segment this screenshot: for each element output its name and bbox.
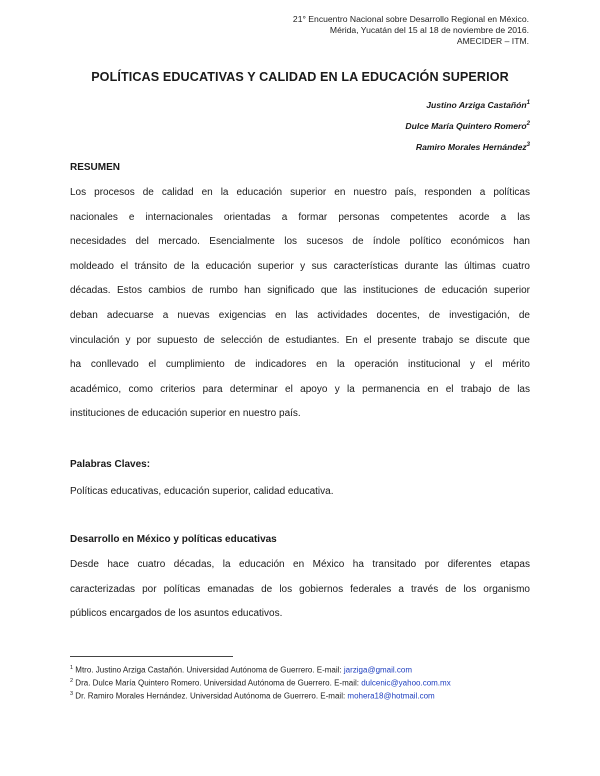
paragraph-line: vinculación y por supuesto de selección de estudiantes. En el presente trabajo se discute que xyxy=(70,334,530,346)
resumen-body xyxy=(70,181,530,427)
footnote-text: Dra. Dulce María Quintero Romero. Universidad Autónoma de Guerrero. E-mail: xyxy=(75,678,362,688)
author-3 xyxy=(416,142,530,152)
palabras-heading: Palabras Claves: xyxy=(70,459,151,470)
header-line-1: 21° Encuentro Nacional sobre Desarrollo Regional en México. xyxy=(292,14,529,24)
email-link[interactable]: jarziga@gmail.com xyxy=(343,665,413,675)
paragraph-line: instituciones de educación superior en nuestro país. xyxy=(70,408,301,420)
author-name: Ramiro Morales Hernández xyxy=(415,142,527,152)
author-footnote-mark: 3 xyxy=(526,142,530,149)
header-line-2: Mérida, Yucatán del 15 al 18 de noviembre de 2016. xyxy=(329,25,529,35)
footnote-divider xyxy=(70,656,233,657)
paper-title: POLÍTICAS EDUCATIVAS Y CALIDAD EN LA EDUCACIÓN SUPERIOR xyxy=(91,70,509,84)
footnotes xyxy=(70,663,451,702)
footnote-text: Mtro. Justino Arziga Castañón. Universidad Autónoma de Guerrero. E-mail: xyxy=(75,665,344,675)
paragraph-line: públicos encargados de los asuntos educativos. xyxy=(70,608,283,620)
paragraph-line: décadas. Estos cambios de rumbo han significado que las instituciones de educación superior xyxy=(70,285,530,297)
author-name: Justino Arziga Castañón xyxy=(426,100,527,110)
footnote-mark: 3 xyxy=(70,691,74,698)
email-link[interactable]: mohera18@hotmail.com xyxy=(347,691,435,701)
author-name: Dulce María Quintero Romero xyxy=(405,121,527,131)
paragraph-line: nacionales e internacionales orientadas a formar personas competentes acorde a las xyxy=(70,211,530,223)
header-line-3: AMECIDER – ITM. xyxy=(456,36,529,46)
footnote-mark: 1 xyxy=(70,665,74,671)
footnote-mark: 2 xyxy=(70,678,74,685)
footnote-2 xyxy=(70,676,451,689)
author-1 xyxy=(426,100,530,110)
paragraph-line: Desde hace cuatro décadas, la educación en México ha transitado por diferentes etapas xyxy=(70,559,530,570)
conference-header xyxy=(293,14,529,47)
footnote-text: Dr. Ramiro Morales Hernández. Universidad Autónoma de Guerrero. E-mail: xyxy=(75,691,348,701)
paragraph-line: necesidades del mercado. Esencialmente los sucesos de índole político económicos han xyxy=(70,236,530,248)
palabras-text: Políticas educativas, educación superior, calidad educativa. xyxy=(70,486,334,497)
paragraph-line: moldeado el tránsito de la educación superior y sus características durante las últimas cuatro xyxy=(70,260,530,272)
desarrollo-heading: Desarrollo en México y políticas educativas xyxy=(70,534,277,545)
author-2 xyxy=(405,121,530,131)
footnote-3 xyxy=(70,689,451,702)
desarrollo-body xyxy=(70,553,530,627)
email-link[interactable]: dulcenic@yahoo.com.mx xyxy=(361,678,451,688)
paragraph-line: caracterizadas por políticas emanadas de los gobiernos federales a través de los organismo xyxy=(70,583,530,595)
paragraph-line: académico, como criterios para determinar el apoyo y la permanencia en el trabajo de las xyxy=(70,383,530,395)
author-footnote-mark: 1 xyxy=(526,100,530,107)
paragraph-line: deban adecuarse a nuevas exigencias en las actividades docentes, de investigación, de xyxy=(70,309,530,321)
footnote-1 xyxy=(70,663,451,676)
paragraph-line: Los procesos de calidad en la educación superior en nuestro país, responden a políticas xyxy=(70,187,530,198)
author-footnote-mark: 2 xyxy=(526,121,530,128)
resumen-heading: RESUMEN xyxy=(70,162,121,173)
paragraph-line: ha conllevado el cumplimiento de indicadores en la operación institucional y el mérito xyxy=(70,359,530,371)
